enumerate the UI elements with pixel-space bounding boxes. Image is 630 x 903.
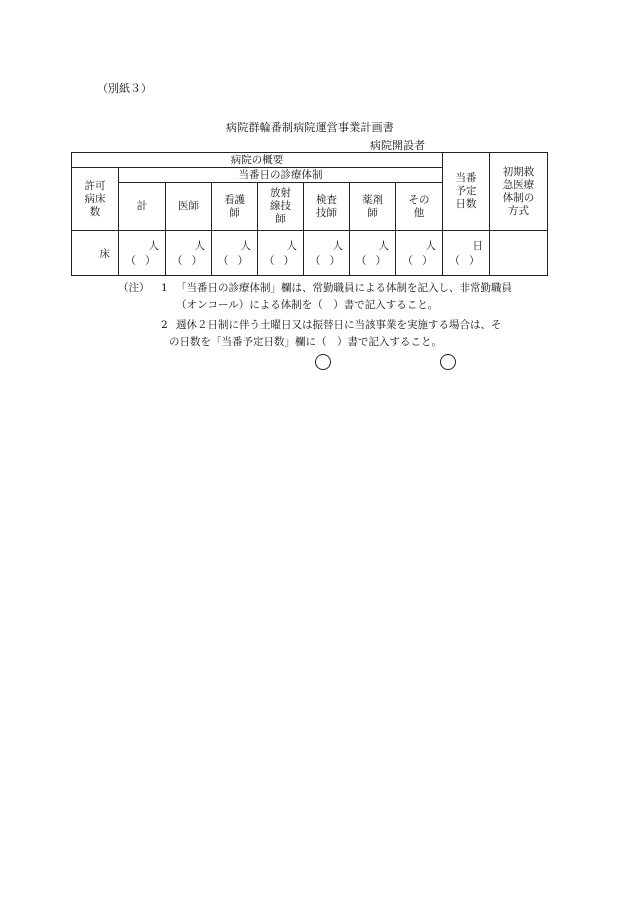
circle-mark-1 [315,354,331,370]
column-total: 計 [119,183,166,231]
note-2-number: 2 [161,319,168,331]
column-other: その 他 [396,183,443,231]
cell-beds: 床 [72,231,119,276]
cell-total: 人 （ ） [119,231,166,276]
column-doctor: 医師 [166,183,212,231]
primary-care-header: 初期救 急医療 体制の 方式 [490,153,548,231]
attachment-label: （別紙３） [97,82,152,95]
note-1-line2: （オンコール）による体制を（ ）書で記入すること。 [176,299,439,311]
overview-header: 病院の概要 [72,153,443,168]
column-lab-technician: 検査 技師 [304,183,350,231]
cell-radiographer: 人 （ ） [258,231,304,276]
cell-doctor: 人 （ ） [166,231,212,276]
cell-pharmacist: 人 （ ） [350,231,396,276]
author-label: 病院開設者 [370,139,425,152]
duty-staff-header: 当番日の診療体制 [119,168,443,183]
note-2-line2: の日数を「当番予定日数」欄に（ ）書で記入すること。 [169,336,442,348]
cell-other: 人 （ ） [396,231,443,276]
cell-nurse: 人 （ ） [212,231,258,276]
note-1-line1: 「当番日の診療体制」欄は、常勤職員による体制を記入し、非常勤職員 [176,282,512,294]
note-2-line1: 週休２日制に伴う土曜日又は振替日に当該事業を実施する場合は、そ [176,319,502,331]
notes-mark: （注） [118,282,150,294]
licensed-beds-header: 許可 病床 数 [72,168,119,231]
planned-days-header: 当番 予定 日数 [443,153,490,231]
circle-mark-2 [440,354,456,370]
plan-table [71,152,548,276]
column-pharmacist: 薬剤 師 [350,183,396,231]
cell-primary-care [490,231,548,276]
note-1-number: 1 [161,282,168,294]
document-title: 病院群輪番制病院運営事業計画書 [226,121,394,134]
column-nurse: 看護 師 [212,183,258,231]
column-radiographer: 放射 線技 師 [258,183,304,231]
cell-lab-technician: 人 （ ） [304,231,350,276]
cell-planned-days: 日 （ ） [443,231,490,276]
